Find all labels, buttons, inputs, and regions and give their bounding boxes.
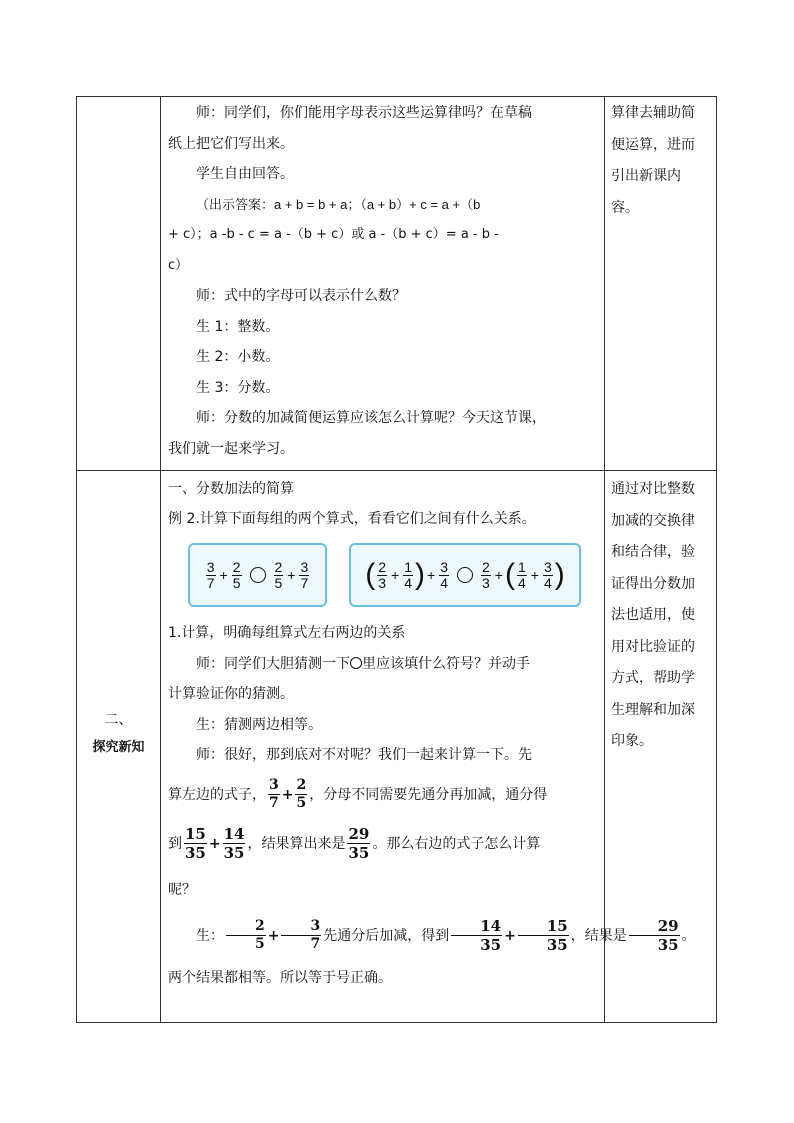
lesson-table	[76, 96, 717, 1023]
fraction: 3 7	[206, 558, 215, 591]
fraction: 2 5	[274, 558, 283, 591]
fraction: 1 4	[517, 558, 526, 591]
fraction: $\frac{3}{7}$	[281, 918, 321, 953]
note-line: 方式，帮助学	[611, 670, 695, 686]
text-line: 到 $\frac{15}{35}$ + $\frac{14}{35}$ ，结果算出来是 $\frac{29}{35}$ 。那么右边的式子怎么计算	[168, 825, 541, 862]
student-line: 生 2：小数。	[196, 349, 280, 365]
table-top-border	[76, 96, 717, 97]
column-divider-2	[604, 96, 605, 1023]
note-line: 证得出分数加	[611, 575, 695, 592]
text-line: 计算验证你的猜测。	[168, 686, 294, 702]
note-line: 印象。	[611, 733, 653, 749]
row1-content	[168, 98, 600, 464]
teacher-line: 师：同学们大胆猜测一下 里应该填什么符号？并动手	[196, 655, 530, 672]
answer-line: + c）；a -b - c = a -（b + c）或 a -（b + c）= a - b -	[168, 227, 499, 242]
circle-symbol-icon	[350, 657, 362, 669]
note-line: 通过对比整数	[611, 481, 695, 497]
fraction: $\frac{29}{35}$	[629, 917, 680, 954]
row2-note	[611, 474, 713, 758]
fraction: $\frac{3}{4}$	[543, 558, 552, 591]
student-line: 生 3：分数。	[196, 379, 280, 396]
row1-note	[611, 98, 713, 224]
note-line: 便运算，进而	[611, 136, 695, 153]
text-line: 算左边的式子， $\frac{3}{7}$ + $\frac{2}{5}$ ，分母不同需要先通分再加减，通分得	[168, 777, 548, 811]
teacher-line: 师：很好，那到底对不对呢？我们一起来计算一下。先	[196, 747, 532, 763]
fraction: $\frac{3}{4}$	[440, 558, 448, 591]
fraction: $\frac{29}{35}$	[348, 825, 370, 862]
answer-line: （出示答案：a + b = b + a；（a + b）+ c = a +（b	[196, 196, 481, 212]
text-line: 我们就一起来学习。	[168, 440, 294, 457]
expression-box-2	[349, 543, 581, 607]
right-paren: )	[415, 558, 426, 591]
table-bottom-border	[76, 1022, 717, 1023]
fraction: $\frac{14}{35}$	[451, 917, 502, 954]
section-title: 探究新知	[92, 740, 145, 755]
note-line: 加减的交换律	[611, 512, 695, 529]
table-right-border	[716, 96, 717, 1023]
step-heading: 1.计算，明确每组算式左右两边的关系	[168, 625, 406, 641]
fraction: 2 3	[482, 558, 490, 591]
table-left-border	[76, 96, 77, 1023]
note-line: 生理解和加深	[611, 701, 695, 718]
note-line: 法也适用，使	[611, 607, 695, 623]
fraction: $\frac{2}{5}$	[226, 918, 266, 953]
teacher-line: 师：分数的加减简便运算应该怎么计算呢？今天这节课，	[196, 410, 546, 426]
note-line: 算律去辅助简	[611, 105, 695, 121]
fraction: 2 3	[378, 558, 387, 591]
text-line: 学生自由回答。	[196, 166, 294, 182]
fraction: $\frac{3}{7}$	[300, 558, 309, 591]
student-line: 生 1：整数。	[196, 318, 280, 335]
expression-1: 3 7 + $\frac{2}{5}$ 2 5 + $\frac{3}{7}$	[206, 558, 309, 591]
row-divider	[76, 470, 717, 471]
note-line: 和结合律，验	[611, 544, 695, 560]
student-line: 生： $\frac{2}{5}$ + $\frac{3}{7}$ 先通分后加减，得到 $\frac{14}{35}$ + $\frac{15}{35}$ ，结果是 $\frac{29}{35}$ 。	[196, 917, 696, 954]
row2-content	[168, 474, 600, 533]
fraction: $\frac{1}{4}$	[404, 558, 413, 591]
fraction: $\frac{2}{5}$	[232, 558, 241, 591]
fraction: $\frac{15}{35}$	[518, 917, 569, 954]
expression-box-1	[188, 543, 327, 607]
section-number: 二、	[104, 712, 133, 728]
note-line: 用对比验证的	[611, 638, 695, 655]
note-line: 容。	[611, 199, 639, 216]
section-label	[77, 706, 160, 762]
example-heading: 例 2.计算下面每组的两个算式，看看它们之间有什么关系。	[168, 510, 536, 527]
teacher-line: 师：式中的字母可以表示什么数？	[196, 288, 406, 304]
answer-line: c）	[168, 257, 189, 273]
left-paren: (	[365, 558, 376, 591]
fraction: $\frac{3}{7}$	[269, 777, 279, 811]
blank-circle	[250, 567, 266, 583]
fraction: $\frac{14}{35}$	[223, 825, 245, 862]
student-line: 生：猜测两边相等。	[196, 716, 322, 733]
subsection-heading: 一、分数加法的简算	[168, 481, 294, 497]
fraction: $\frac{2}{5}$	[296, 777, 307, 811]
column-divider-1	[160, 96, 161, 1023]
text-line: 呢？	[168, 881, 196, 898]
fraction: $\frac{15}{35}$	[185, 825, 206, 862]
note-line: 引出新课内	[611, 168, 681, 184]
left-paren: (	[504, 558, 515, 591]
teacher-line: 师：同学们，你们能用字母表示这些运算律吗？在草稿	[196, 105, 532, 121]
text-line: 纸上把它们写出来。	[168, 135, 294, 152]
blank-circle	[457, 567, 473, 583]
conclusion-line: 两个结果都相等。所以等于号正确。	[168, 969, 392, 986]
right-paren: )	[554, 558, 565, 591]
expression-2: ( 2 3 + $\frac{1}{4}$ ) + $\frac{3}{4}$ 2 3 + ( 1 4 + $\frac{3}{4}$ )	[365, 558, 565, 591]
